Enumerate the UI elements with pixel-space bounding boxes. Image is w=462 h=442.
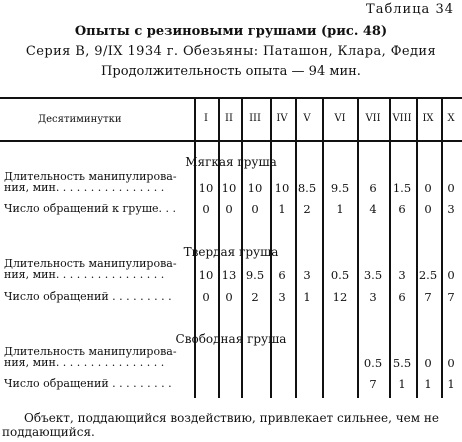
column-header-6: VI	[334, 113, 346, 124]
table-cell: 7	[369, 377, 377, 391]
table-cell: 10	[247, 181, 263, 195]
column-header-10: X	[447, 113, 455, 124]
table-cell: 13	[221, 268, 237, 282]
table-cell: 6	[398, 202, 406, 216]
table-cell: 1	[303, 290, 311, 304]
table-cell: 1	[398, 377, 406, 391]
table-cell: 3	[278, 290, 286, 304]
table-cell: 10	[198, 181, 214, 195]
table-cell: 1	[447, 377, 455, 391]
table-cell: 1	[336, 202, 344, 216]
table-cell: 3.5	[363, 268, 383, 282]
table-cell: 3	[369, 290, 377, 304]
section-title-1: Мягкая груша	[185, 155, 277, 169]
row-label: Длительность манипулирова-	[4, 170, 177, 183]
column-header-5: V	[303, 113, 311, 124]
table-title: Опыты с резиновыми грушами (рис. 48)	[74, 24, 388, 39]
table-cell: 2.5	[418, 268, 438, 282]
row-label: Число обращений к груше. . .	[4, 202, 177, 215]
table-cell: 6	[278, 268, 286, 282]
row-label-continued: ния, мин. . . . . . . . . . . . . . . .	[4, 181, 165, 194]
column-header-7: VII	[365, 113, 381, 124]
table-cell: 3	[303, 268, 311, 282]
header-bottom-rule	[0, 140, 462, 142]
column-header-2: II	[225, 113, 233, 124]
series-info: Серия В, 9/IX 1934 г. Обезьяны: Паташон, Клара, Федия	[25, 44, 437, 59]
row-label-continued: ния, мин. . . . . . . . . . . . . . . .	[4, 356, 165, 369]
table-cell: 9.5	[245, 268, 265, 282]
table-cell: 10	[274, 181, 290, 195]
section-title-3: Свободная груша	[175, 332, 287, 346]
table-cell: 2	[251, 290, 259, 304]
table-cell: 6	[369, 181, 377, 195]
table-cell: 0	[424, 356, 432, 370]
column-header-1: I	[204, 113, 208, 124]
column-header-4: IV	[276, 113, 288, 124]
table-cell: 7	[424, 290, 432, 304]
table-cell: 10	[221, 181, 237, 195]
table-cell: 3	[398, 268, 406, 282]
table-number: Таблица 34	[366, 2, 454, 17]
table-cell: 4	[369, 202, 377, 216]
row-label: Длительность манипулирова-	[4, 257, 177, 270]
row-label: Число обращений . . . . . . . . .	[4, 290, 172, 303]
header-label: Десятиминутки	[38, 114, 122, 125]
table-cell: 0.5	[363, 356, 383, 370]
table-cell: 0	[447, 181, 455, 195]
row-label-continued: ния, мин. . . . . . . . . . . . . . . .	[4, 268, 165, 281]
table-cell: 3	[447, 202, 455, 216]
table-cell: 0	[225, 202, 233, 216]
table-cell: 0	[251, 202, 259, 216]
table-cell: 0	[447, 268, 455, 282]
column-header-3: III	[249, 113, 261, 124]
table-cell: 8.5	[297, 181, 317, 195]
column-header-9: IX	[422, 113, 434, 124]
table-cell: 0	[447, 356, 455, 370]
table-cell: 0.5	[330, 268, 350, 282]
table-cell: 6	[398, 290, 406, 304]
column-header-8: VIII	[392, 113, 412, 124]
table-cell: 1	[424, 377, 432, 391]
row-label: Число обращений . . . . . . . . .	[4, 377, 172, 390]
table-cell: 12	[332, 290, 348, 304]
table-cell: 10	[198, 268, 214, 282]
footer-line-1: Объект, поддающийся воздействию, привлекает сильнее, чем не	[24, 411, 439, 425]
duration-info: Продолжительность опыта — 94 мин.	[101, 64, 361, 79]
footer-line-2: поддающийся.	[2, 425, 95, 439]
row-label: Длительность манипулирова-	[4, 345, 177, 358]
section-title-2: Твердая груша	[183, 245, 279, 259]
table-cell: 5.5	[392, 356, 412, 370]
table-cell: 0	[202, 202, 210, 216]
table-cell: 0	[202, 290, 210, 304]
table-cell: 0	[424, 202, 432, 216]
table-cell: 2	[303, 202, 311, 216]
table-cell: 0	[424, 181, 432, 195]
table-cell: 7	[447, 290, 455, 304]
header-top-rule	[0, 97, 462, 99]
table-cell: 1.5	[392, 181, 412, 195]
table-cell: 1	[278, 202, 286, 216]
table-cell: 9.5	[330, 181, 350, 195]
table-cell: 0	[225, 290, 233, 304]
